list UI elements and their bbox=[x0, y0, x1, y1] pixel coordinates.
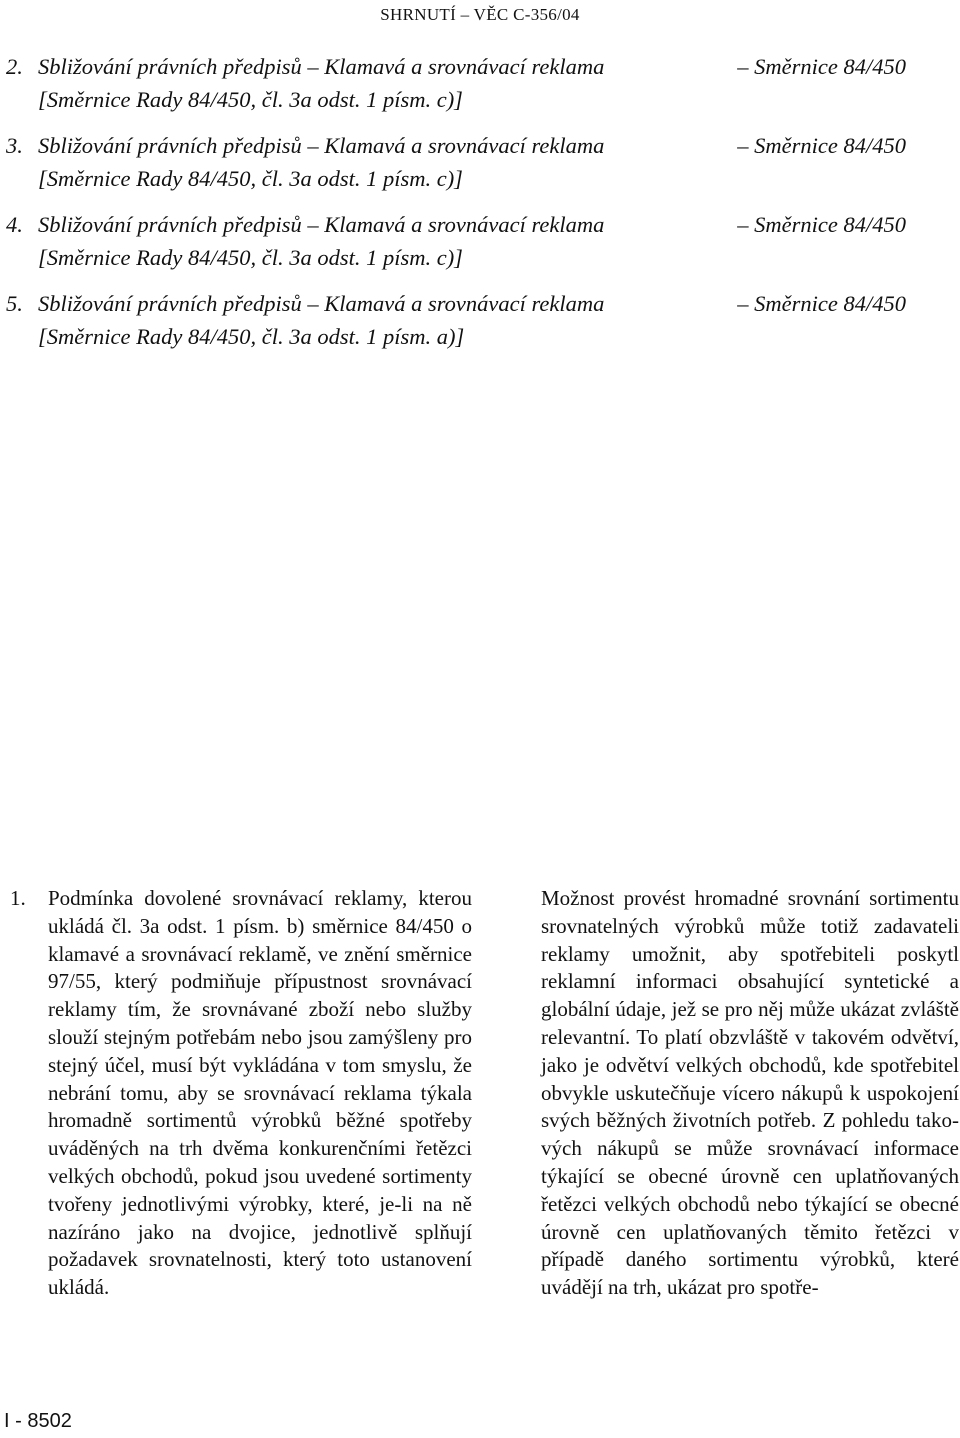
page-number: I - 8502 bbox=[4, 1410, 72, 1432]
keyword-directive: – Směrnice 84/450 bbox=[737, 54, 906, 79]
keyword-text: Sbližování právních předpisů – Klamavá a srovnávací reklama bbox=[38, 133, 605, 158]
keyword-line bbox=[6, 50, 906, 83]
keyword-reference: [Směrnice Rady 84/450, čl. 3a odst. 1 písm. a)] bbox=[38, 324, 465, 349]
keyword-item bbox=[6, 50, 906, 116]
summary-number: 1. bbox=[10, 886, 26, 910]
keyword-number: 5. bbox=[6, 291, 23, 316]
summary-right-column: Možnost provést hromadné srovnání sortimentu srovnatelných výrobků může totiž zadavateli reklamy umožnit, aby spotřebiteli poskytl reklamní informaci obsahující syntetické a globální údaje, jež se pro něj může ukázat zvláště relevantní. To platí obzvláště v takovém odvětví, jako je odvětví velkých obchodů, kde spotřebitel obvykle uskutečňuje vícero nákupů k uspokojení svých běžných životních potřeb. Z pohledu takových nákupů se může srovnávací informace týkající se obecné úrovně cen uplatňovaných řetězci velkých obchodů nebo týkající se obecné úrovně cen uplatňovaných těmito řetězci v případě daného sortimentu výrobků, které uvádějí na trh, ukázat pro spotře- bbox=[541, 886, 959, 1300]
keyword-line bbox=[6, 287, 906, 320]
keyword-number: 3. bbox=[6, 133, 23, 158]
keyword-heading bbox=[6, 287, 604, 320]
keyword-text: Sbližování právních předpisů – Klamavá a srovnávací reklama bbox=[38, 54, 605, 79]
keyword-number: 2. bbox=[6, 54, 23, 79]
keyword-item bbox=[6, 129, 906, 195]
keyword-item bbox=[6, 287, 906, 353]
keyword-heading bbox=[6, 50, 604, 83]
keyword-directive: – Směrnice 84/450 bbox=[737, 212, 906, 237]
keyword-text: Sbližování právních předpisů – Klamavá a srovnávací reklama bbox=[38, 212, 605, 237]
keyword-heading bbox=[6, 208, 604, 241]
keyword-number: 4. bbox=[6, 212, 23, 237]
running-header: SHRNUTÍ – VĚC C-356/04 bbox=[380, 5, 580, 24]
summary-left-column bbox=[10, 885, 472, 1302]
keyword-heading bbox=[6, 129, 604, 162]
keyword-directive: – Směrnice 84/450 bbox=[737, 133, 906, 158]
keyword-directive: – Směrnice 84/450 bbox=[737, 291, 906, 316]
keyword-item bbox=[6, 208, 906, 274]
summary-paragraph: Podmínka dovolené srovnávací reklamy, kterou ukládá čl. 3a odst. 1 písm. b) směrnice 84/450 o klamavé a srovnávací reklamě, ve znění směrnice 97/55, který podmiňuje přípustnost srovnávací reklamy tím, že srovnávané zboží nebo služby slouží stejným potřebám nebo jsou zamýšleny pro stejný účel, musí být vykládána v tom smyslu, že nebrání tomu, aby se srovnávací reklama týkala hromadně sortimentů výrobků běžné spotřeby uváděných na trh dvěma konkurenčními řetězci velkých obchodů, pokud jsou uvedené sortimenty tvořeny jednotlivými výrobky, které, je-li na ně nazíráno jako na dvojice, jednotlivě splňují požadavek srovnatelnosti, který toto ustanovení ukládá. bbox=[48, 886, 472, 1300]
keywords-list bbox=[6, 50, 906, 366]
keyword-reference: [Směrnice Rady 84/450, čl. 3a odst. 1 písm. c)] bbox=[38, 245, 463, 270]
keyword-line bbox=[6, 129, 906, 162]
keyword-text: Sbližování právních předpisů – Klamavá a srovnávací reklama bbox=[38, 291, 605, 316]
keyword-reference: [Směrnice Rady 84/450, čl. 3a odst. 1 písm. c)] bbox=[38, 166, 463, 191]
keyword-line bbox=[6, 208, 906, 241]
keyword-reference: [Směrnice Rady 84/450, čl. 3a odst. 1 písm. c)] bbox=[38, 87, 463, 112]
